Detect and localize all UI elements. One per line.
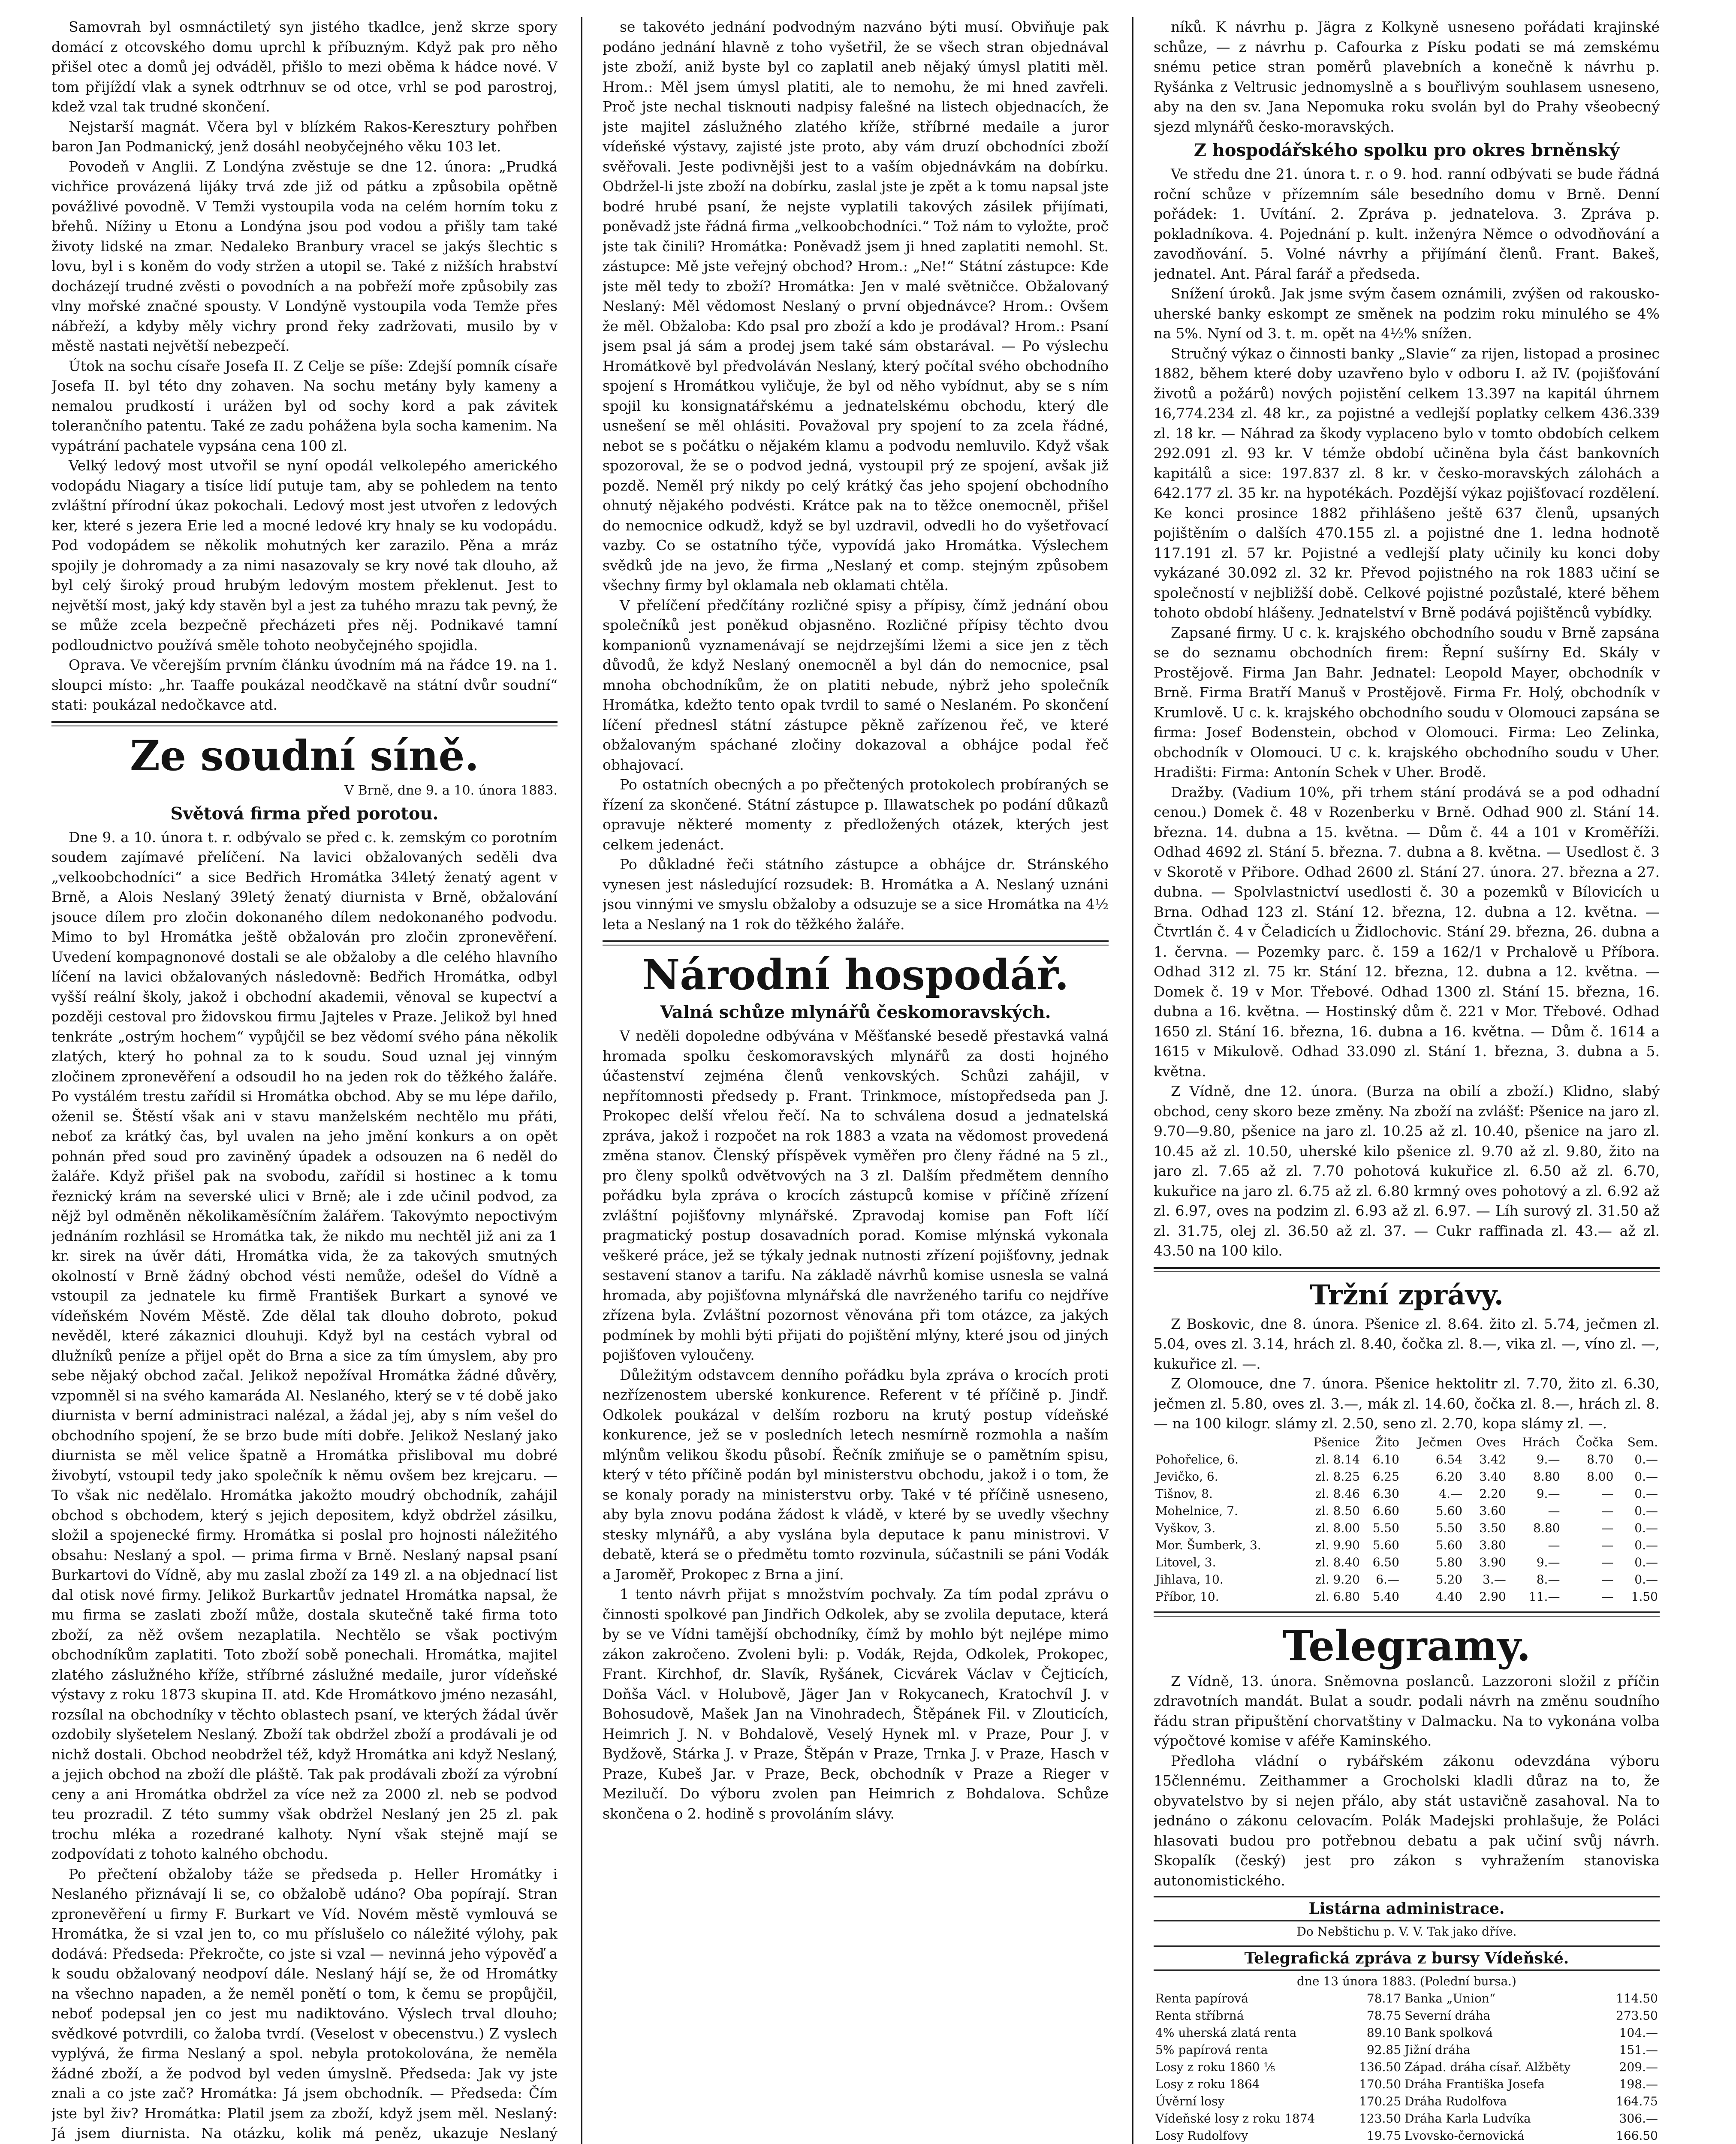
- table-cell: Jižní dráha: [1404, 2043, 1471, 2057]
- bourse-table: [1154, 1990, 1660, 2144]
- table-row: [1154, 2127, 1660, 2144]
- table-row: [1154, 1451, 1660, 1468]
- column-rule: [581, 17, 582, 2144]
- table-cell: 3.60: [1479, 1503, 1506, 1518]
- table-cell: 8.70: [1587, 1452, 1614, 1466]
- table-cell: Tišnov, 8.: [1155, 1486, 1213, 1501]
- article-paragraph: Nejstarší magnát. Včera byl v blízkém Rakos-Keresztury pohřben baron Jan Podmanický, jenž dosáhl neobyčejného věku 103 let.: [51, 118, 558, 155]
- table-cell: 3.40: [1479, 1469, 1506, 1484]
- table-cell: 0.—: [1634, 1469, 1658, 1484]
- listarna-text: Do Nebštichu p. V. V. Tak jako dříve.: [1296, 1924, 1517, 1939]
- article-paragraph: V neděli dopoledne odbývána v Měšťanské besedě přestavká valná hromada spolku českomoravských mlynářů za dosti hojného účastenství zejména členů venkovských. Schůzi zahájil, v nepřítomnosti předsedy p. Frant. Trinkmoce, místopředseda pan J. Prokopec delší vřelou řečí. Na to schválena dosud a jednatelská zpráva, jakož i rozpočet na rok 1883 a vzata na vědomost provedená změna stanov. Členský příspěvek vyměřen pro členy řádné na 5 zl., pro členy spolků odvětvových na 3 zl. Dalším předmětem denního pořádku byla zpráva o krocích zástupců komise v příčině zřízení zvláštní pojišťovny mlynářské. Zpravodaj komise pan Foft líčí pragmatický postup dosavadních porad. Komise mlýnská vykonala veškeré práce, jež se týkaly jednak nutnosti zřízení pojišťovny, jednak sestavení stanov a tarifu. Na základě návrhů komise usnesla se valná hromada, aby pojišťovna mlynářská dle navrženého tarifu co nejdříve zřízena byla. Zvláštní pozornost věnována při tom otázce, za jakých podmínek by mohli býti přijati do pojištění mlýny, které jsou od jiných pojišťoven vyloučeny.: [603, 1027, 1109, 1363]
- article-paragraph: se takovéto jednání podvodným nazváno býti musí. Obviňuje pak podáno jednání hlavně z toho vyšetřil, že se všech stran objednával jste zboží, aniž byste byl co zaplatil aneb nějaký úmysl platiti měl. Hrom.: Měl jsem úmysl platiti, ale to nemohu, že mi hned zavřeli. Proč jste nechal tisknouti nadpisy falešné na listech objednacích, že jste majitel záslužného zlatého kříže, stříbrné medaile a juror vídeňské výstavy, zajisté jste proto, aby vám druzí obchodníci zboží svěřovali. Jeste podivnějši jest to a vaším objednávkám na dobírku. Obdržel-li jste zboží na dobírku, zaslal jste je zpět a k tomu napsal jste bodré hrubé psaní, že nejste vyplatili takových zásilek přijímati, poněvadž jste řádná firma „velkoobchodníci.“ Tož nám to vyložte, proč jste tak činili? Hromátka: Poněvadž jsem ji hned zaplatiti nemohl. St. zástupce: Mě jste veřejný obchod? Hrom.: „Ne!“ Státní zástupce: Kde jste měl tedy to zboží? Hromátka: Jen v malé světničce. Obžalovaný Neslaný: Měl vědomost Neslaný o první objednávce? Hrom.: Ovšem že měl. Obžaloba: Kdo psal pro zboží a kdo je prodával? Hrom.: Psaní jsem psal já sám a prodej jsem také sám obstarával. — Po výslechu Hromátkově byl předvoláván Neslaný, který počítal svého obchodního spojení s Hromátkou vyličuje, že byl od něho vybídnut, aby se s ním spojil ku konsignatářskému a jednatelskému obchodu, který dle usnešení se měl ohlásiti. Považoval pry spojení to za zcela řádné, nebot se s počátku o nějakém klamu a podvodu nemluvilo. Když však spozoroval, že se o podvod jedná, vystoupil prý ze spojení, avšak již pozdě. Neměl prý nikdy po celý krátký čas jeho spojení obchodního ohnutý nějakého podvésti. Krátce pak na to těžce onemocněl, přišel do nemocnice odkudž, když se byl uzdravil, odvedli ho do vyšetřovací vazby. Co se ostatního týče, vypovídá jako Hromátka. Výslechem svědků jde na jevo, že firma „Neslaný et comp. stejným způsobem všechny firmy byl oklamala neb oklamati chtěla.: [603, 18, 1109, 593]
- article-headline: Světová firma před porotou.: [170, 803, 439, 824]
- column-1: [51, 17, 558, 2144]
- table-cell: —: [1601, 1589, 1614, 1604]
- table-cell: 104.—: [1619, 2026, 1658, 2040]
- table-cell: Renta papírová: [1155, 1991, 1248, 2005]
- bourse-heading: Telegrafická zpráva z bursy Vídeňské.: [1154, 1945, 1660, 1971]
- table-cell: Vyškov, 3.: [1155, 1521, 1216, 1535]
- table-cell: 4.40: [1435, 1589, 1463, 1604]
- article-paragraph: Po ostatních obecných a po přečtených protokolech probíraných se řízení za skončené. Státní zástupce p. Illawatschek po podání důkazů opravuje některé momenty z předložených otázek, kterých jest celkem jedenáct.: [603, 776, 1109, 853]
- table-header-cell: Pšenice: [1313, 1435, 1360, 1449]
- table-cell: 6.10: [1372, 1452, 1399, 1466]
- table-cell: 6.20: [1435, 1469, 1463, 1484]
- table-cell: zl. 8.25: [1315, 1469, 1360, 1484]
- newspaper-page: [26, 17, 1711, 2144]
- table-cell: 209.—: [1619, 2060, 1658, 2074]
- table-cell: 151.—: [1619, 2043, 1658, 2057]
- article-paragraph: Z Vídně, dne 12. února. (Burza na obilí a zboží.) Klidno, slabý obchod, ceny skoro beze změny. Na zboží na zvlášť: Pšenice na jaro zl. 9.70—9.80, pšenice na jaro zl. 10.25 až zl. 10.40, pšenice na jaro zl. 10.45 až zl. 10.50, uherské kilo pšenice zl. 9.70 až zl. 9.80, žito na jaro zl. 7.65 až zl. 7.70 pohotová kukuřice zl. 6.50 až zl. 6.70, kukuřice na jaro zl. 6.75 až zl. 6.80 krmný oves pohotový a zl. 6.92 až zl. 6.97, oves na podzim zl. 6.93 až zl. 6.97. — Líh surový zl. 31.50 až zl. 31.75, olej zl. 36.50 až zl. 37. — Cukr raffinada zl. 43.— až zl. 43.50 na 100 kilo.: [1154, 1083, 1660, 1259]
- table-row: [1154, 1588, 1660, 1605]
- article-paragraph: Útok na sochu císaře Josefa II. Z Celje se píše: Zdejší pomník císaře Josefa II. byl této dny zohaven. Na sochu metány byly kameny a nemalou prudkostí i urážen byl od sochy kord a pak závitek tolerančního patentu. Také ze zadu pohážena byla socha kamenim. Na vypátrání pachatele vypsána cena 100 zl.: [51, 357, 558, 454]
- article-headline: Valná schůze mlynářů českomoravských.: [660, 1002, 1051, 1022]
- table-header-cell: Čočka: [1576, 1435, 1614, 1449]
- table-cell: Mor. Šumberk, 3.: [1155, 1538, 1261, 1552]
- article-paragraph: Snížení úroků. Jak jsme svým časem oznámili, zvýšen od rakousko-uherské banky eskompt ze směnek na podzim roku minulého se 4% na 5%. Nyní od 3. t. m. opět na 4½% snížen.: [1154, 285, 1660, 342]
- table-header-cell: Oves: [1476, 1435, 1506, 1449]
- section-divider: [603, 940, 1109, 946]
- article-headline: Z hospodářského spolku pro okres brněnský: [1194, 140, 1620, 160]
- table-cell: —: [1601, 1555, 1614, 1569]
- table-cell: Vídeňské losy z roku 1874: [1155, 2111, 1315, 2126]
- section-divider: [1154, 1611, 1660, 1617]
- table-cell: Losy Rudolfovy: [1155, 2129, 1248, 2143]
- table-cell: 5.60: [1372, 1538, 1399, 1552]
- table-cell: 114.50: [1616, 1991, 1658, 2005]
- section-divider: [1154, 1267, 1660, 1272]
- table-row: [1154, 1571, 1660, 1588]
- table-cell: 6.50: [1372, 1555, 1399, 1569]
- table-cell: Mohelnice, 7.: [1155, 1503, 1238, 1518]
- article-paragraph: Velký ledový most utvořil se nyní opodál velkolepého amerického vodopádu Niagary a tisíce lidí putuje tam, aby se pohledem na tento zvláštní přírodní úkaz pokochali. Ledový most jest utvořen z ledových ker, které s jezera Erie led a mocné ledové kry hnaly se ku vodopádu. Pod vodopádem se několik mohutných ker zarazilo. Pěna a mráz spojily je dohromady a za nimi nasazovaly se kry nové tak dlouho, až byl celý široký proud hrubým ledovým mostem překlenut. Jest to největší most, jaký kdy stavěn byl a jest za tuhého mrazu tak pevný, že se může zcela bezpečně přecházeti přes něj. Podnikavé tamní podloudnictvo používá směle tohoto neobyčejného spojidla.: [51, 457, 558, 653]
- table-cell: 170.25: [1359, 2094, 1401, 2108]
- table-header-cell: [1154, 1434, 1296, 1451]
- table-cell: 6.30: [1372, 1486, 1399, 1501]
- column-3: [1154, 17, 1660, 2144]
- table-cell: zl. 9.20: [1315, 1572, 1360, 1587]
- table-cell: 5.20: [1435, 1572, 1463, 1587]
- column-2: [603, 17, 1109, 2144]
- table-cell: 78.17: [1366, 1991, 1401, 2005]
- article-paragraph: Dražby. (Vadium 10%, při trhem stání prodává se a pod odhadní cenou.) Domek č. 48 v Rozenberku v Brně. Odhad 900 zl. Stání 14. března. 14. dubna a 15. května. — Dům č. 44 a 101 v Kroměříži. Odhad 4692 zl. Stání 5. března. 7. dubna a 8. května. — Usedlost č. 3 v Skorotě v Přibore. Odhad 2600 zl. Stání 27. února. 27. března a 27. dubna. — Spolvlastnictví usedlosti č. 30 a pozemků v Bílovicích u Brna. Odhad 123 zl. Stání 12. března, 12. dubna a 12. května. — Čtvrtlán č. 4 v Čeladicích u Židlochovic. Stání 29. března, 26. dubna a 1. června. — Pozemky parc. č. 159 a 162/1 v Prchalově u Příbora. Odhad 312 zl. 75 kr. Stání 12. března, 12. dubna a 12. května. — Domek č. 19 v Mor. Třebové. Odhad 1300 zl. Stání 15. března, 16. dubna a 16. května. — Hostinský dům č. 221 v Mor. Třebové. Odhad 1650 zl. Stání 16. března, 16. dubna a 16. května. — Dům č. 1614 a 1615 v Mikulově. Odhad 33.090 zl. Stání 1. března, 3. dubna a 5. května.: [1154, 783, 1660, 1080]
- bourse-date: dne 13 února 1883. (Polední bursa.): [1297, 1974, 1516, 1988]
- table-cell: 136.50: [1359, 2060, 1401, 2074]
- table-cell: 2.20: [1479, 1486, 1506, 1501]
- table-cell: Dráha Františka Josefa: [1404, 2077, 1545, 2091]
- table-cell: Litovel, 3.: [1155, 1555, 1216, 1569]
- table-cell: zl. 8.46: [1315, 1486, 1360, 1501]
- article-paragraph: Po důkladné řeči státního zástupce a obhájce dr. Stránského vynesen jest následující rozsudek: B. Hromátka a A. Neslaný uznáni jsou vinnými ve smyslu obžaloby a odsuzuje se a sice Hromátka na 4½ leta a Neslaný na 1 rok do těžkého žaláře.: [603, 856, 1109, 933]
- table-cell: 273.50: [1616, 2008, 1658, 2023]
- table-cell: 8.00: [1587, 1469, 1614, 1484]
- table-row: [1154, 2007, 1660, 2024]
- table-cell: —: [1601, 1503, 1614, 1518]
- article-paragraph: Povodeň v Anglii. Z Londýna zvěstuje se dne 12. února: „Prudká vichřice provázená lijáky trvá zde již od pátku a způsobila opětně povážlivé povodně. V Temži vystoupila voda na celém horním toku z břehů. Nížiny u Etonu a Londýna jsou pod vodou a přišly tam také životy lidské na zmar. Nedaleko Branbury vracel se jakýs šlechtic s lovu, byl i s koněm do vody stržen a utopil se. Také z nižších hrabství docházejí trudné zvěsti o povodních a na pobřeží moře způsobily zas vlny mořské značné spousty. V Londýně vystoupila voda Temže přes nábřeží, a kdyby měly vichry prond řeky zadržovati, musilo by v městě nastati největší nebezpečí.: [51, 158, 558, 354]
- table-cell: Jevičko, 6.: [1155, 1469, 1218, 1484]
- table-row: [1154, 2110, 1660, 2127]
- table-cell: Lvovsko-černovická: [1404, 2129, 1525, 2143]
- table-cell: 0.—: [1634, 1452, 1658, 1466]
- table-cell: Losy z roku 1860 ⅕: [1155, 2060, 1275, 2074]
- table-row: [1154, 1468, 1660, 1485]
- table-cell: 4% uherská zlatá renta: [1155, 2026, 1297, 2040]
- table-cell: zl. 9.90: [1315, 1538, 1360, 1552]
- table-cell: 5.60: [1435, 1538, 1463, 1552]
- table-cell: 3.—: [1482, 1572, 1506, 1587]
- table-cell: zl. 8.00: [1315, 1521, 1360, 1535]
- table-cell: 0.—: [1634, 1486, 1658, 1501]
- table-cell: 6.—: [1376, 1572, 1399, 1587]
- table-cell: —: [1548, 1538, 1560, 1552]
- article-paragraph: Z Olomouce, dne 7. února. Pšenice hektolitr zl. 7.70, žito zl. 6.30, ječmen zl. 5.80, oves zl. 3.—, mák zl. 14.60, čočka zl. 8.—, hrách zl. 8.— na 100 kilogr. slámy zl. 2.50, seno zl. 2.70, kopa slámy zl. —.: [1154, 1375, 1660, 1432]
- article-paragraph: Z Boskovic, dne 8. února. Pšenice zl. 8.64. žito zl. 5.74, ječmen zl. 5.04, oves zl. 3.14, hrách zl. 8.40, čočka zl. 8.—, vika zl. —, víno zl. —, kukuřice zl. —.: [1154, 1315, 1660, 1372]
- table-cell: 3.80: [1479, 1538, 1506, 1552]
- table-cell: 89.10: [1366, 2026, 1401, 2040]
- table-row: [1154, 2059, 1660, 2076]
- table-cell: 4.—: [1439, 1486, 1463, 1501]
- table-cell: —: [1601, 1572, 1614, 1587]
- table-cell: Dráha Karla Ludvíka: [1404, 2111, 1531, 2126]
- table-cell: 5% papírová renta: [1155, 2043, 1268, 2057]
- table-cell: 9.—: [1536, 1486, 1560, 1501]
- table-cell: Renta stříbrná: [1155, 2008, 1244, 2023]
- table-cell: 5.50: [1435, 1521, 1463, 1535]
- section-title-telegrams: Telegramy.: [1282, 1621, 1531, 1670]
- table-cell: 3.42: [1479, 1452, 1506, 1466]
- table-cell: zl. 6.80: [1315, 1589, 1360, 1604]
- article-paragraph: Samovrah byl osmnáctiletý syn jistého tkadlce, jenž skrze spory domácí z otcovského domu uprchl k příbuzným. Když pak pro něho přišel otec a domů jej odváděl, přišlo to mezi oběma k hádce nové. V tom přijíždí vlak a synek odtrhnuv se od otce, vrhl se pod parostroj, kdež vzal tak trudné skončení.: [51, 18, 558, 115]
- table-row: [1154, 1990, 1660, 2007]
- table-cell: Banka „Union“: [1404, 1991, 1496, 2005]
- table-cell: 8.—: [1536, 1572, 1560, 1587]
- table-cell: 2.90: [1479, 1589, 1506, 1604]
- table-row: [1154, 1520, 1660, 1537]
- table-cell: Pohořelice, 6.: [1155, 1452, 1239, 1466]
- table-cell: —: [1548, 1503, 1560, 1518]
- article-paragraph: Oprava. Ve včerejším prvním článku úvodním má na řádce 19. na 1. sloupci místo: „hr. Taaffe poukázal neodčkavě na státní dvůr soudní“ stati: poukázal nedočkavce atd.: [51, 656, 558, 713]
- table-cell: Západ. dráha císař. Alžběty: [1404, 2060, 1571, 2074]
- table-header-cell: Sem.: [1627, 1435, 1658, 1449]
- table-row: [1154, 1537, 1660, 1554]
- table-cell: —: [1601, 1538, 1614, 1552]
- table-cell: 3.90: [1479, 1555, 1506, 1569]
- table-row: [1154, 2076, 1660, 2093]
- table-cell: zl. 8.40: [1315, 1555, 1360, 1569]
- table-cell: 6.25: [1372, 1469, 1399, 1484]
- table-cell: Severní dráha: [1404, 2008, 1491, 2023]
- table-row: [1154, 1503, 1660, 1520]
- table-cell: 166.50: [1616, 2129, 1658, 2143]
- table-cell: 5.60: [1435, 1503, 1463, 1518]
- article-paragraph: Předloha vládní o rybářském zákonu odevzdána výboru 15člennému. Zeithammer a Grocholski kladli důraz na to, že obyvatelstvo by si nejen přálo, aby stát ustavičně zasahoval. Na to jednáno o zákonu celovacím. Polák Madejski prohlašuje, že Poláci hlasovati budou pro potřebnou debatu a pak učiní svůj návrh. Skopalík (český) jest pro zákon s vyhražením stanoviska autonomistického.: [1154, 1752, 1660, 1889]
- table-cell: 0.—: [1634, 1572, 1658, 1587]
- table-cell: 9.—: [1536, 1555, 1560, 1569]
- table-cell: 0.—: [1634, 1503, 1658, 1518]
- table-cell: 198.—: [1619, 2077, 1658, 2091]
- article-paragraph: Dne 9. a 10. února t. r. odbývalo se před c. k. zemským co porotním soudem zajímavé přelíčení. Na lavici obžalovaných seděli dva „velkoobchodníci“ a sice Bedřich Hromátka 34letý ženatý agent v Brně, a Alois Neslaný 39letý ženatý diurnista v Brně, obžalování jsouce dílem pro zločin dokonaného dílem nedokonaného podvodu. Mimo to byl Hromátka ještě obžalován pro zločin zpronevěření. Uvedení kompagnonové dostali se ale obžaloby a dle celého hlavního líčení na lavici obžalovaných následovně: Bedřich Hromátka, odbyl vyšší reální školy, jakož i obchodní akademii, věnoval se kupectví a později cestoval pro židovskou firmu Jajteles v Praze. Jelikož byl hned tenkráte „ostrým hochem“ vypůjčil se bez vědomí svého pána několik zlatých, který ho pohnal za to k soudu. Soud uznal jej vinným zločinem zpronevěření a odsoudil ho na jeden rok do těžkého žaláře. Po vystálém trestu zařídil si Hromátka obchod. Aby se mu lépe dařilo, oženil se. Štěstí však ani v stavu manželském nechtělo mu přáti, neboť za krátký čas, byl uvalen na jeho jmění konkurs a on opět pohnán před soud pro zaviněný úpadek a odsouzen na 6 neděl do žaláře. Když přišel pak na svobodu, zařídil si hostinec a k tomu řeznický krám na severské ulici v Brně; ale i zde učinil podvod, za nějž byl odměněn několikaměsíčním žalářem. Takovýmto nepoctivým jednáním rozhlásil se Hromátka tak, že nikdo mu nechtěl již ani za 1 kr. sirek na úvěr dáti, Hromátka vida, že za takových smutných okolností v Brně žádný obchod vésti nemůže, odešel do Vídně a vstoupil za jednatele ku firmě František Burkart a synové ve vídeňském Novém Městě. Zde dělal tak dlouho dobroto, pokud nevěděl, které zákaznici dlouhuji. Když byl na cestách vybral od dlužníků peníze a přijel opět do Brna a sice za tím úmyslem, aby pro sebe nějaký obchod začal. Jelikož nepožíval Hromátka žádné důvěry, vzpomněl si na svého kamaráda Al. Neslaného, který se v té době jako diurnista v berní administraci nalézal, a žádal jej, aby s ním vešel do obchodního spojení, že se brzo bude míti dobře. Jelikož Neslaný jako diurnista se měl velice špatně a Hromátka přisliboval mu dobré živobytí, vstoupil tedy jako společník k němu ovšem bez krejcaru. — To však nic nedělalo. Hromátka jakožto moudrý obchodník, zahájil obchod s obchodem, který s jejich depositem, když obdržel zásilku, složil a spojenecké firmy. Hromátka si poslal pro hojnosti náležitého obsahu: Neslaný a spol. — prima firma v Brně. Neslaný napsal psaní Burkartovi do Vídně, aby mu zaslal zboží za 149 zl. a na objednací list dal otisk nové firmy. Jelikož Burkartův jednatel Hromátka napsal, že mu firma se zaslati zboží může, dostala skutečně také firma toto zboží, za něž ovšem nezaplatila. Nechtělo se však poctivým obchodníkům zaplatiti. Toto zboží sobě ponechali. Hromátka, majitel zlatého záslužného kříže, stříbrné záslužné medaile, juror vídeňské výstavy z roku 1873 skupina II. atd. Kde Hromátkovo jméno nezasáhl, rozsílal na obchodníky v těchto oblastech psaní, ve kterých žádal úvěr ozdobily slyšetelem Neslaný. Zboží tak obdržel zboží a prodávali je od nichž dostali. Obchod neobdržel též, když Hromátka ani když Neslaný, a jejich obchod na zboží dle pláště. Tak pak prodávali zboží za výrobní ceny a ani Hromátka obdržel za více než za 2000 zl. neb se podvod teu prozradil. Z této summy však obdržel Neslaný jen 25 zl. pak trochu mléka a rozedrané kalhoty. Nyní však stejně mají se zodpovídati z tohoto kalného obchodu.: [51, 828, 558, 1862]
- dateline: V Brně, dne 9. a 10. února 1883.: [344, 783, 558, 798]
- table-cell: 5.80: [1435, 1555, 1463, 1569]
- table-header-cell: Žito: [1375, 1435, 1399, 1449]
- article-paragraph: 1 tento návrh přijat s množstvím pochvaly. Za tím podal zprávu o činnosti spolkové pan Jindřich Odkolek, aby se zvolila deputace, která by se ve Vídni tamější obchodníky, čímž by mohlo být nejlépe mimo zákon zakročeno. Zvoleni byli: p. Vodák, Rejda, Odkolek, Prokopec, Frant. Kirchhof, dr. Slavík, Ryšánek, Cicvárek Václav v Čejticích, Doňša Václ. v Holubově, Jäger Jan v Rokycanech, Kratochvíl J. v Bohosudově, Mašek Jan na Vinohradech, Štěpánek Fil. v Zlouticích, Heimrich J. N. v Bohdalově, Veselý Hynek ml. v Praze, Pour J. v Bydžově, Stárka J. v Praze, Štěpán v Praze, Trnka J. v Praze, Hasch v Praze, Kubeš Jar. v Praze, Beck, obchodník v Praze a Rieger v Mezilučí. Do výboru zvolen pan Heimrich z Bohdalova. Schůze skončena o 2. hodině s provoláním slávy.: [603, 1586, 1109, 1822]
- section-title-market: Tržní zprávy.: [1310, 1279, 1504, 1311]
- table-row: [1154, 2093, 1660, 2110]
- article-paragraph: Stručný výkaz o činnosti banky „Slavie“ za rijen, listopad a prosinec 1882, během které doby uzavřeno bylo v odboru I. až IV. (pojišťování životů a požárů) nových pojistění celkem 13.397 na kapitál úhrnem 16,774.234 zl. 48 kr., za pojistné a vedlejší poplatky celkem 436.339 zl. 18 kr. — Náhrad za škody vyplaceno bylo v tomto obdobích celkem 292.091 zl. 93 kr. V témže období učiněna byla část bankovních kapitálů a sice: 197.837 zl. 8 kr. v česko-moravských zálohách a 642.177 zl. 35 kr. na hypotékách. Pozdější výkaz pojišťovací rozdělení. Ke konci prosince 1882 přihlášeno ještě 637 členů, upsaných pojištěním o dalších 470.155 zl. a pojistné dne 1. ledna hodnotě 117.191 zl. 57 kr. Pojistné a vedlejší platy učinily ku konci doby vykázané 30.092 zl. 32 kr. Převod pojistného na rok 1883 učiní se společností v nejbližší době. Celkové pojistné pozůstalé, které během tohoto období hlášeny. Jednatelství v Brně podává pojištěnců vybídky.: [1154, 345, 1660, 621]
- table-cell: 1.50: [1631, 1589, 1658, 1604]
- article-paragraph: Z Vídně, 13. února. Sněmovna poslanců. Lazzoroni složil z příčin zdravotních mandát. Bulat a soudr. podali návrh na změnu soudního řádu stran připuštění chorvatštiny v Dalmacku. Na to vykonána volba výpočtové komise v aféře Kaminského.: [1154, 1672, 1660, 1749]
- market-price-table: [1154, 1434, 1660, 1605]
- table-cell: Příbor, 10.: [1155, 1589, 1219, 1604]
- table-header-cell: Hrách: [1522, 1435, 1560, 1449]
- table-cell: 78.75: [1366, 2008, 1401, 2023]
- table-cell: Jihlava, 10.: [1155, 1572, 1224, 1587]
- table-cell: 164.75: [1616, 2094, 1658, 2108]
- table-cell: 5.40: [1372, 1589, 1399, 1604]
- table-cell: 5.50: [1372, 1521, 1399, 1535]
- table-cell: 0.—: [1634, 1555, 1658, 1569]
- article-paragraph: V přelíčení předčítány rozličné spisy a přípisy, čímž jednání obou společníků jest poněkud objasněno. Rozličné přípisy těchto dvou kompanionů vyznamenávají se nejdrzejšími lžemi a sice jen z těch důvodů, že když Neslaný onemocněl a byl dán do nemocnice, psal mnoha obchodníkům, že on platiti nebude, nýbrž jeho společník Hromátka, kdežto tento opak tvrdil to samé o Neslaném. Po skončení líčení přednesl státní zástupce pěkně zařízenou řeč, ve které obžalovaným spáchané zločiny dokazoval a obhájce podal řeč obhajovací.: [603, 596, 1109, 773]
- section-title-court: Ze soudní síně.: [130, 731, 479, 780]
- article-paragraph: níků. K návrhu p. Jägra z Kolkyně usneseno pořádati krajinské schůze, — z návrhu p. Cafourka z Písku podati se má zemskému snému petice stran poměrů plavebních a konečně k návrhu p. Ryšánka z Veltrusic jednomyslně a s bouřlivým souhlasem usneseno, aby na den sv. Jana Nepomuka roku svolán byl do Prahy všeobecný sjezd mlynářů česko-moravských.: [1154, 18, 1660, 135]
- table-cell: 3.50: [1479, 1521, 1506, 1535]
- table-cell: 6.54: [1435, 1452, 1463, 1466]
- table-header-cell: Ječmen: [1417, 1435, 1463, 1449]
- table-cell: zl. 8.50: [1315, 1503, 1360, 1518]
- column-rule: [1132, 17, 1133, 2144]
- table-cell: 0.—: [1634, 1538, 1658, 1552]
- table-row: [1154, 2024, 1660, 2042]
- table-row: [1154, 1554, 1660, 1571]
- table-cell: 9.—: [1536, 1452, 1560, 1466]
- table-cell: zl. 8.14: [1315, 1452, 1360, 1466]
- section-divider: [51, 721, 558, 726]
- article-paragraph: Zapsané firmy. U c. k. krajského obchodního soudu v Brně zapsána se do seznamu obchodních firem: Řepní sušírny Ed. Skály v Prostějově. Firma Jan Bahr. Jednatel: Leopold Mayer, obchodník v Brně. Firma Bratří Manuš v Prostějově. Firma Fr. Holý, obchodník v Krumlově. U c. k. krajského obchodního soudu v Olomouci zapsána se firma: Josef Bodenstein, obchod v Olomouci. Firma: Leo Zelinka, obchodník v Olomouci. U c. k. krajského obchodního soudu v Uher. Hradišti: Firma: Antonín Schek v Uher. Brodě.: [1154, 624, 1660, 780]
- table-cell: Úvěrní losy: [1155, 2094, 1225, 2108]
- table-cell: Dráha Rudolfova: [1404, 2094, 1507, 2108]
- table-cell: —: [1601, 1486, 1614, 1501]
- table-cell: 8.80: [1533, 1521, 1560, 1535]
- table-cell: 6.60: [1372, 1503, 1399, 1518]
- article-paragraph: Důležitým odstavcem denního pořádku byla zpráva o krocích proti nezřízenostem uberské konkurence. Referent v té příčině p. Jindř. Odkolek poukázal v delším rozboru na krutý postup vídeňské konkurence, jež se v posledních letech nesmírně rozmohla a naším mlýnům velikou škodu působí. Řečník zmiňuje se o pamětním spisu, který v této příčině podán byl ministerstvu obchodu, jakož i o tom, že se konaly porady na ministerstvu orby. Také v té příčině usneseno, aby byla znovu podána žádost k vládě, v které by se uvedly všechny stesky mlynářů, a aby vyslána byla deputace k panu ministrovi. V debatě, která se o předmětu tomto rozvinula, súčastnili se páni Vodák a Jaroměř, Prokopec z Brna a jiní.: [603, 1366, 1109, 1583]
- table-cell: 306.—: [1619, 2111, 1658, 2126]
- table-cell: 19.75: [1366, 2129, 1401, 2143]
- article-paragraph: Ve středu dne 21. února t. r. o 9. hod. ranní odbývati se bude řádná roční schůze v přízemním sále besedního domu v Brně. Denní pořádek: 1. Uvítání. 2. Zpráva p. jednatelova. 3. Zpráva p. pokladníkova. 4. Pojednání p. kult. inženýra Němce o odvodňování a zavodňování. 5. Volné návrhy a přijímání členů. Frant. Bakeš, jednatel. Ant. Páral farář a předseda.: [1154, 166, 1660, 282]
- table-cell: —: [1601, 1521, 1614, 1535]
- table-row: [1154, 1485, 1660, 1503]
- table-cell: 0.—: [1634, 1521, 1658, 1535]
- table-row: [1154, 2042, 1660, 2059]
- table-cell: 92.85: [1366, 2043, 1401, 2057]
- section-title-economy: Národní hospodář.: [642, 951, 1069, 999]
- listarna-heading: Listárna administrace.: [1154, 1896, 1660, 1921]
- table-cell: Bank spolková: [1404, 2026, 1493, 2040]
- table-cell: 11.—: [1528, 1589, 1560, 1604]
- table-cell: 8.80: [1533, 1469, 1560, 1484]
- table-cell: Losy z roku 1864: [1155, 2077, 1260, 2091]
- table-cell: 123.50: [1359, 2111, 1401, 2126]
- article-paragraph: Po přečtení obžaloby táže se předseda p. Heller Hromátky i Neslaného přiznávají li se, co obžalobě udáno? Oba popírají. Stran zpronevěření u firmy F. Burkart ve Víd. Novém městě vymlouvá se Hromátka, že si vzal jen to, co mu příslušelo co náležité výlohy, pak dodává: Předseda: Překročte, co jste si vzal — nevinná jeho výpověď a k soudu obžalovaný neodpoví dále. Neslaný hájí se, že od Hromátky na všechno napaden, a že neměl ponětí o tom, k čemu se propůjčil, neboť podepsal jen co jest mu nadiktováno. Výslech trval dlouho; svědkové potvrdili, co žaloba tvrdí. (Veselost v obecenstvu.) Z vyslech vyplývá, že firma Neslaný a spol. nebyla protokolována, že neměla žádné zboží, a že podvod byl veden úmyslně. Předseda: Jak vy jste znali a co jste zač? Hromátka: Já jsem obchodník. — Předseda: Čím jste byl živ? Hromátka: Platil jsem za zboží, když jsem měl. Neslaný: Já jsem diurnista. Na otázku, kolik má peněz, ukazuje Neslaný: [51, 1865, 558, 2141]
- table-cell: 170.50: [1359, 2077, 1401, 2091]
